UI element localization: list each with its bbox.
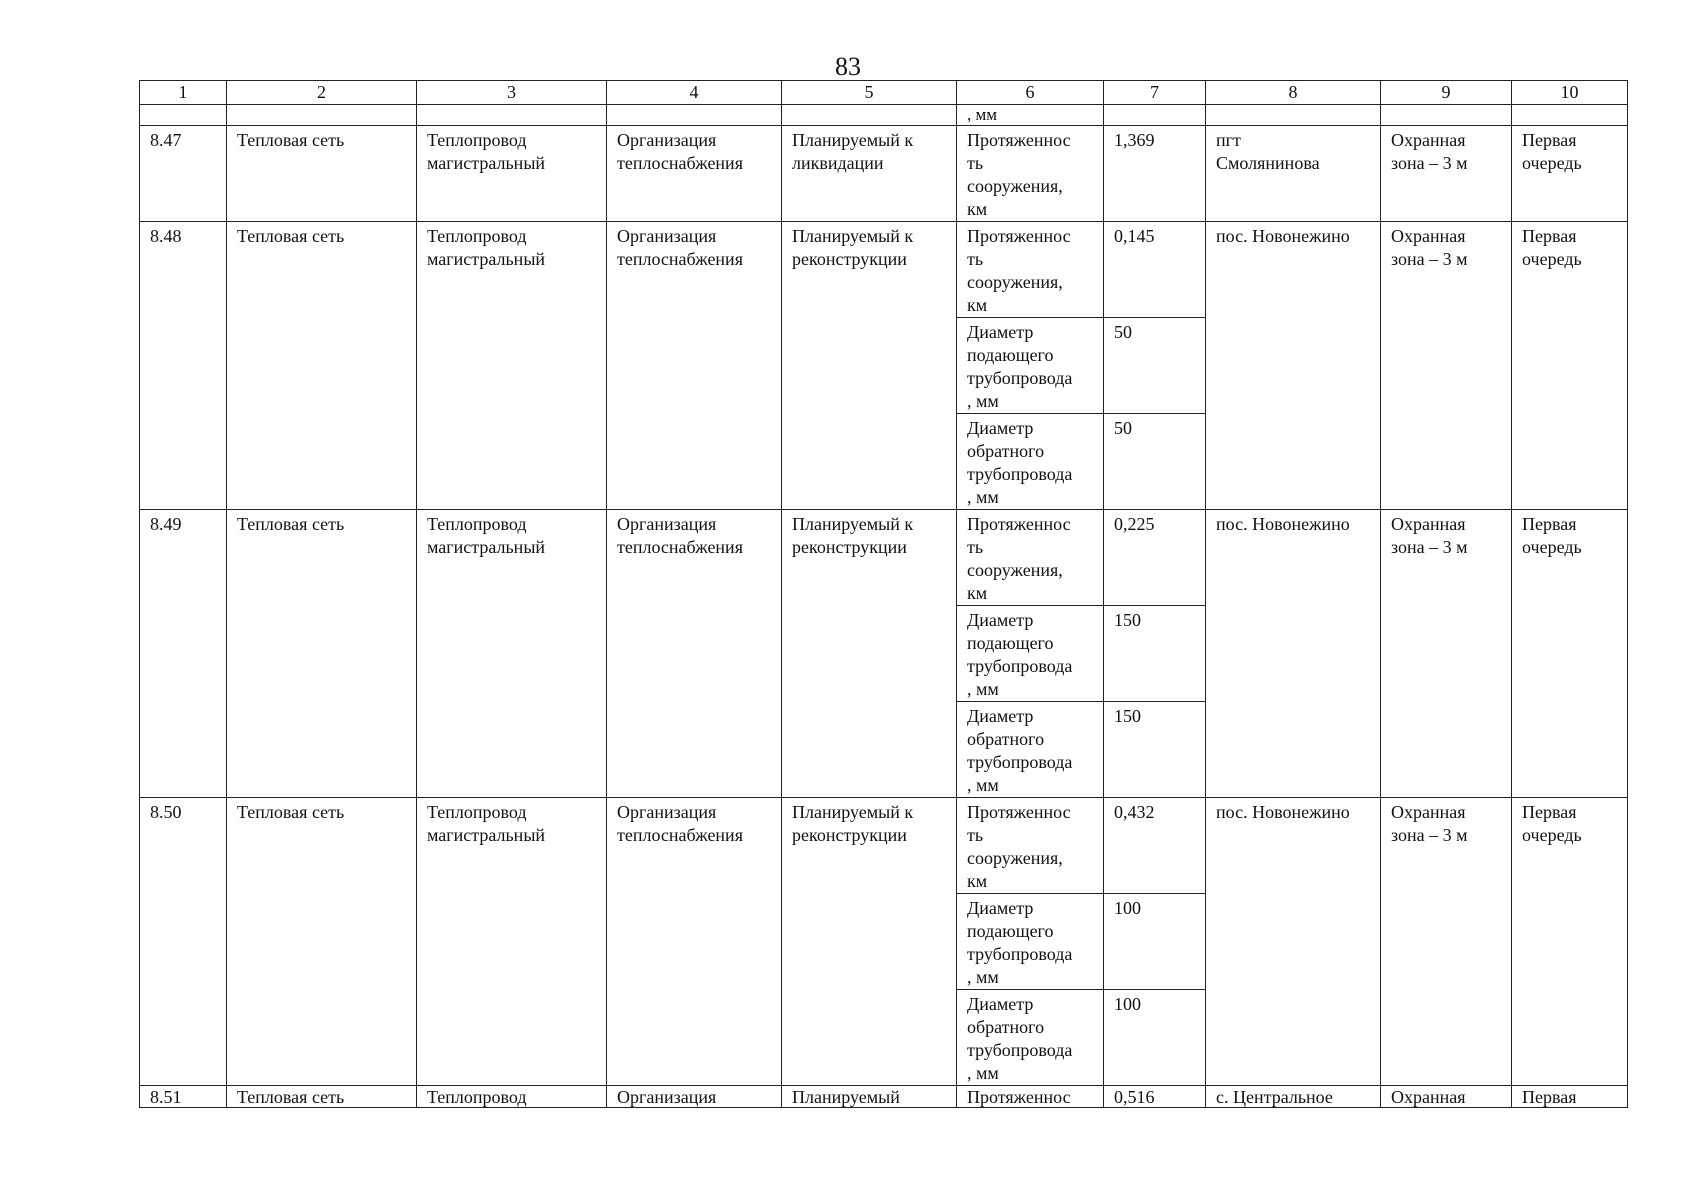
- object-status: Планируемый к реконструкции: [782, 222, 957, 510]
- protection-zone: Охранная зона – 3 м: [1381, 798, 1512, 1086]
- column-header: 7: [1104, 81, 1206, 105]
- empty-cell: [417, 105, 607, 126]
- parameter-label: Протяженнос ть сооружения, км: [957, 222, 1104, 318]
- parameter-label: Диаметр подающего трубопровода , мм: [957, 606, 1104, 702]
- empty-cell: [1104, 105, 1206, 126]
- continuation-unit: , мм: [957, 105, 1104, 126]
- row-id: 8.47: [140, 126, 227, 222]
- continuation-row: [140, 105, 1628, 126]
- table-row: [140, 222, 1628, 318]
- parameter-value: 50: [1104, 414, 1206, 510]
- empty-cell: [1512, 105, 1628, 126]
- partial-cell: Планируемый: [782, 1086, 957, 1108]
- protection-zone: Охранная зона – 3 м: [1381, 510, 1512, 798]
- column-header: 5: [782, 81, 957, 105]
- parameter-label: Диаметр подающего трубопровода , мм: [957, 318, 1104, 414]
- partial-cell: 0,516: [1104, 1086, 1206, 1108]
- parameter-label: Диаметр подающего трубопровода , мм: [957, 894, 1104, 990]
- object-type: Теплопровод магистральный: [417, 222, 607, 510]
- implementation-queue: Первая очередь: [1512, 798, 1628, 1086]
- column-header: 6: [957, 81, 1104, 105]
- protection-zone: Охранная зона – 3 м: [1381, 222, 1512, 510]
- partial-cell: Тепловая сеть: [227, 1086, 417, 1108]
- object-type: Теплопровод магистральный: [417, 126, 607, 222]
- empty-cell: [782, 105, 957, 126]
- parameter-value: 150: [1104, 702, 1206, 798]
- object-name: Тепловая сеть: [227, 510, 417, 798]
- empty-cell: [1381, 105, 1512, 126]
- object-type: Теплопровод магистральный: [417, 798, 607, 1086]
- partial-cell: Теплопровод: [417, 1086, 607, 1108]
- implementation-queue: Первая очередь: [1512, 510, 1628, 798]
- object-name: Тепловая сеть: [227, 126, 417, 222]
- empty-cell: [607, 105, 782, 126]
- organization: Организация теплоснабжения: [607, 510, 782, 798]
- empty-cell: [227, 105, 417, 126]
- organization: Организация теплоснабжения: [607, 798, 782, 1086]
- row-id: 8.50: [140, 798, 227, 1086]
- parameter-value: 100: [1104, 990, 1206, 1086]
- parameter-label: Протяженнос ть сооружения, км: [957, 126, 1104, 222]
- parameter-label: Диаметр обратного трубопровода , мм: [957, 414, 1104, 510]
- partial-cell: 8.51: [140, 1086, 227, 1108]
- row-id: 8.48: [140, 222, 227, 510]
- parameter-value: 150: [1104, 606, 1206, 702]
- empty-cell: [1206, 105, 1381, 126]
- parameter-value: 0,225: [1104, 510, 1206, 606]
- parameter-label: Диаметр обратного трубопровода , мм: [957, 990, 1104, 1086]
- location: пос. Новонежино: [1206, 798, 1381, 1086]
- object-status: Планируемый к ликвидации: [782, 126, 957, 222]
- table-row: [140, 798, 1628, 894]
- implementation-queue: Первая очередь: [1512, 222, 1628, 510]
- implementation-queue: Первая очередь: [1512, 126, 1628, 222]
- object-status: Планируемый к реконструкции: [782, 798, 957, 1086]
- page-number: 83: [835, 52, 861, 81]
- partial-cell: Первая: [1512, 1086, 1628, 1108]
- location: пос. Новонежино: [1206, 222, 1381, 510]
- organization: Организация теплоснабжения: [607, 126, 782, 222]
- parameter-value: 1,369: [1104, 126, 1206, 222]
- parameter-label: Диаметр обратного трубопровода , мм: [957, 702, 1104, 798]
- column-header: 8: [1206, 81, 1381, 105]
- object-status: Планируемый к реконструкции: [782, 510, 957, 798]
- parameter-value: 100: [1104, 894, 1206, 990]
- protection-zone: Охранная зона – 3 м: [1381, 126, 1512, 222]
- table-row: [140, 126, 1628, 222]
- table-row: [140, 510, 1628, 606]
- infrastructure-table: [139, 80, 1628, 1108]
- empty-cell: [140, 105, 227, 126]
- object-type: Теплопровод магистральный: [417, 510, 607, 798]
- parameter-value: 0,145: [1104, 222, 1206, 318]
- table-row-partial: [140, 1086, 1628, 1108]
- location: пос. Новонежино: [1206, 510, 1381, 798]
- partial-cell: Протяженнос: [957, 1086, 1104, 1108]
- partial-cell: Охранная: [1381, 1086, 1512, 1108]
- location: пгт Смолянинова: [1206, 126, 1381, 222]
- column-header-row: [140, 81, 1628, 105]
- row-id: 8.49: [140, 510, 227, 798]
- column-header: 10: [1512, 81, 1628, 105]
- partial-cell: с. Центральное: [1206, 1086, 1381, 1108]
- column-header: 9: [1381, 81, 1512, 105]
- parameter-value: 0,432: [1104, 798, 1206, 894]
- column-header: 1: [140, 81, 227, 105]
- parameter-value: 50: [1104, 318, 1206, 414]
- parameter-label: Протяженнос ть сооружения, км: [957, 798, 1104, 894]
- column-header: 4: [607, 81, 782, 105]
- parameter-label: Протяженнос ть сооружения, км: [957, 510, 1104, 606]
- object-name: Тепловая сеть: [227, 222, 417, 510]
- organization: Организация теплоснабжения: [607, 222, 782, 510]
- partial-cell: Организация: [607, 1086, 782, 1108]
- object-name: Тепловая сеть: [227, 798, 417, 1086]
- column-header: 2: [227, 81, 417, 105]
- column-header: 3: [417, 81, 607, 105]
